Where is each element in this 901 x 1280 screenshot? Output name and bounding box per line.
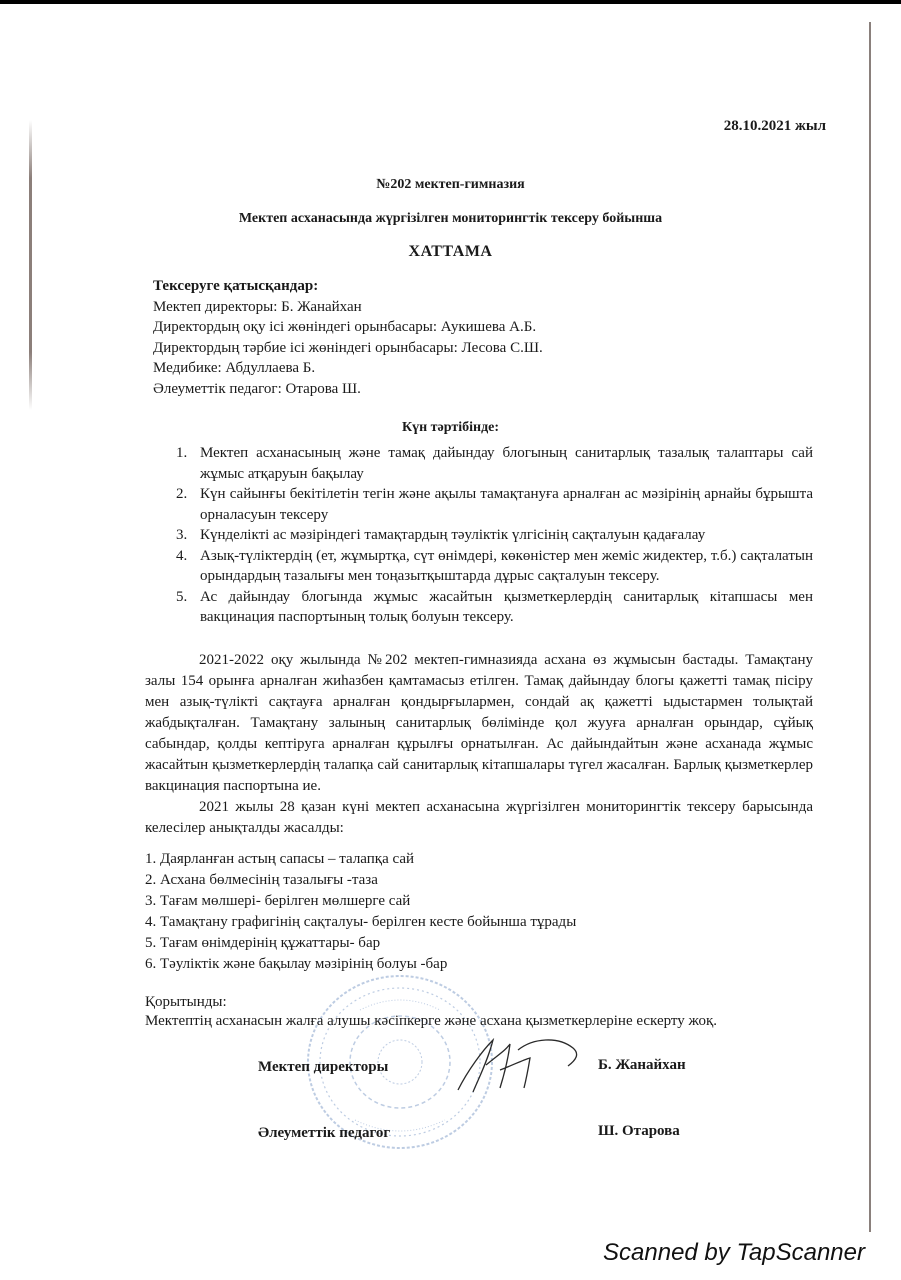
agenda-heading: Күн тәртібінде: bbox=[401, 420, 500, 435]
scan-page-edge-left bbox=[29, 120, 32, 410]
body-paragraph: 2021-2022 оқу жылында №202 мектеп-гимназияда асхана өз жұмысын бастады. Тамақтану залы 154 орынға арналған жиһазбен қамтамасыз етілген. Тамақ дайындау блогы қажетті тамақ пісіру мен азық-түлікті сақтауға арналған қондырғылармен, сондай ақ қажетті ыдыстармен толықтай жабдықталған. Тамақтану залының санитарлық бөлімінде қол жууға арналған орындар, сұйық сабындар, қолды кептіруга арналған құрылғы орнатылған. Ас дайындайтын және асханада жұмыс жасайтын қызметкерлердің талапқа сай санитарлық кітапшалары түгел жасалған. Барлық қызметкерлер вакцинация паспортына ие. bbox=[145, 652, 813, 794]
conclusion-heading: Қорытынды: bbox=[145, 994, 227, 1010]
signature-name-social-pedagogue: Ш. Отарова bbox=[598, 1123, 680, 1139]
agenda-list bbox=[168, 443, 813, 628]
agenda-item-text: Күнделікті ас мәзіріндегі тамақтардың тәуліктік үлгісінің сақталуын қадағалау bbox=[200, 527, 706, 543]
agenda-item-text: Азық-түліктердің (ет, жұмыртқа, сүт өнімдері, көкөністер мен жеміс жидектер, т.б.) сақталатын орындардың тазалығы мен тоңазытқыштарда дұрыс сақталуын тексеру. bbox=[200, 547, 813, 584]
signature-role-director: Мектеп директоры bbox=[258, 1059, 389, 1075]
finding-item: 6. Тәуліктік және бақылау мәзірінің болуы -бар bbox=[145, 956, 448, 972]
participant-item: Директордың тәрбие ісі жөніндегі орынбасары: Лесова С.Ш. bbox=[153, 339, 543, 356]
finding-item: 4. Тамақтану графигінің сақталуы- берілген кесте бойынша тұрады bbox=[145, 914, 577, 930]
participant-item: Мектеп директоры: Б. Жанайхан bbox=[153, 298, 362, 315]
scanner-watermark: Scanned by TapScanner bbox=[603, 1239, 865, 1266]
document-date: 28.10.2021 жыл bbox=[723, 118, 826, 134]
signature-name-director: Б. Жанайхан bbox=[598, 1057, 686, 1073]
agenda-item-number: 4. bbox=[176, 547, 188, 564]
agenda-item-text: Мектеп асханасының және тамақ дайындау блогының санитарлық тазалық талаптары сай жұмыс атқаруын бақылау bbox=[200, 445, 813, 482]
agenda-item-text: Ас дайындау блогында жұмыс жасайтын қызметкерлердің санитарлық кітапшасы мен вакцинация паспортының толық болуын тексеру. bbox=[200, 588, 813, 625]
agenda-item-number: 5. bbox=[176, 588, 188, 605]
school-name: №202 мектеп-гимназия bbox=[376, 177, 525, 192]
participant-item: Директордың оқу ісі жөніндегі орынбасары: Аукишева А.Б. bbox=[153, 319, 537, 335]
participant-item: Әлеуметтік педагог: Отарова Ш. bbox=[153, 380, 361, 397]
findings-list bbox=[145, 849, 813, 975]
agenda-item bbox=[168, 484, 813, 525]
agenda-item bbox=[168, 546, 813, 587]
scan-top-border bbox=[0, 0, 901, 4]
finding-item: 2. Асхана бөлмесінің тазалығы -таза bbox=[145, 872, 378, 888]
agenda-item bbox=[168, 525, 813, 546]
agenda-item bbox=[168, 587, 813, 628]
participant-item: Медибике: Абдуллаева Б. bbox=[153, 360, 316, 376]
finding-item: 3. Тағам мөлшері- берілген мөлшерге сай bbox=[145, 893, 411, 909]
conclusion-text: Мектептің асханасын жалға алушы кәсіпкерге және асхана қызметкерлеріне ескерту жоқ. bbox=[145, 1013, 718, 1029]
agenda-item-text: Күн сайынғы бекітілетін тегін және ақылы тамақтануға арналған ас мәзірінің арнайы бұрышта орналасуын тексеру bbox=[200, 486, 813, 523]
document-body bbox=[145, 650, 813, 1031]
director-signature bbox=[448, 1030, 588, 1100]
agenda-item-number: 3. bbox=[176, 527, 188, 543]
document-subject: Мектеп асханасында жүргізілген мониторингтік тексеру бойынша bbox=[238, 211, 663, 226]
document-title: ХАТТАМА bbox=[408, 243, 493, 260]
finding-item: 5. Тағам өнімдерінің құжаттары- бар bbox=[145, 935, 381, 951]
signature-role-social-pedagogue: Әлеуметтік педагог bbox=[258, 1125, 391, 1141]
finding-item: 1. Даярланған астың сапасы – талапқа сай bbox=[145, 851, 415, 867]
participants-section bbox=[153, 276, 543, 399]
body-paragraph: 2021 жылы 28 қазан күні мектеп асханасына жүргізілген мониторингтік тексеру барысында келесілер анықталды жасалды: bbox=[145, 799, 813, 836]
participants-heading: Тексеруге қатысқандар: bbox=[153, 278, 319, 294]
agenda-item bbox=[168, 443, 813, 484]
agenda-item-number: 2. bbox=[176, 486, 188, 502]
scan-page-edge-right bbox=[869, 22, 871, 1232]
agenda-item-number: 1. bbox=[176, 445, 188, 461]
